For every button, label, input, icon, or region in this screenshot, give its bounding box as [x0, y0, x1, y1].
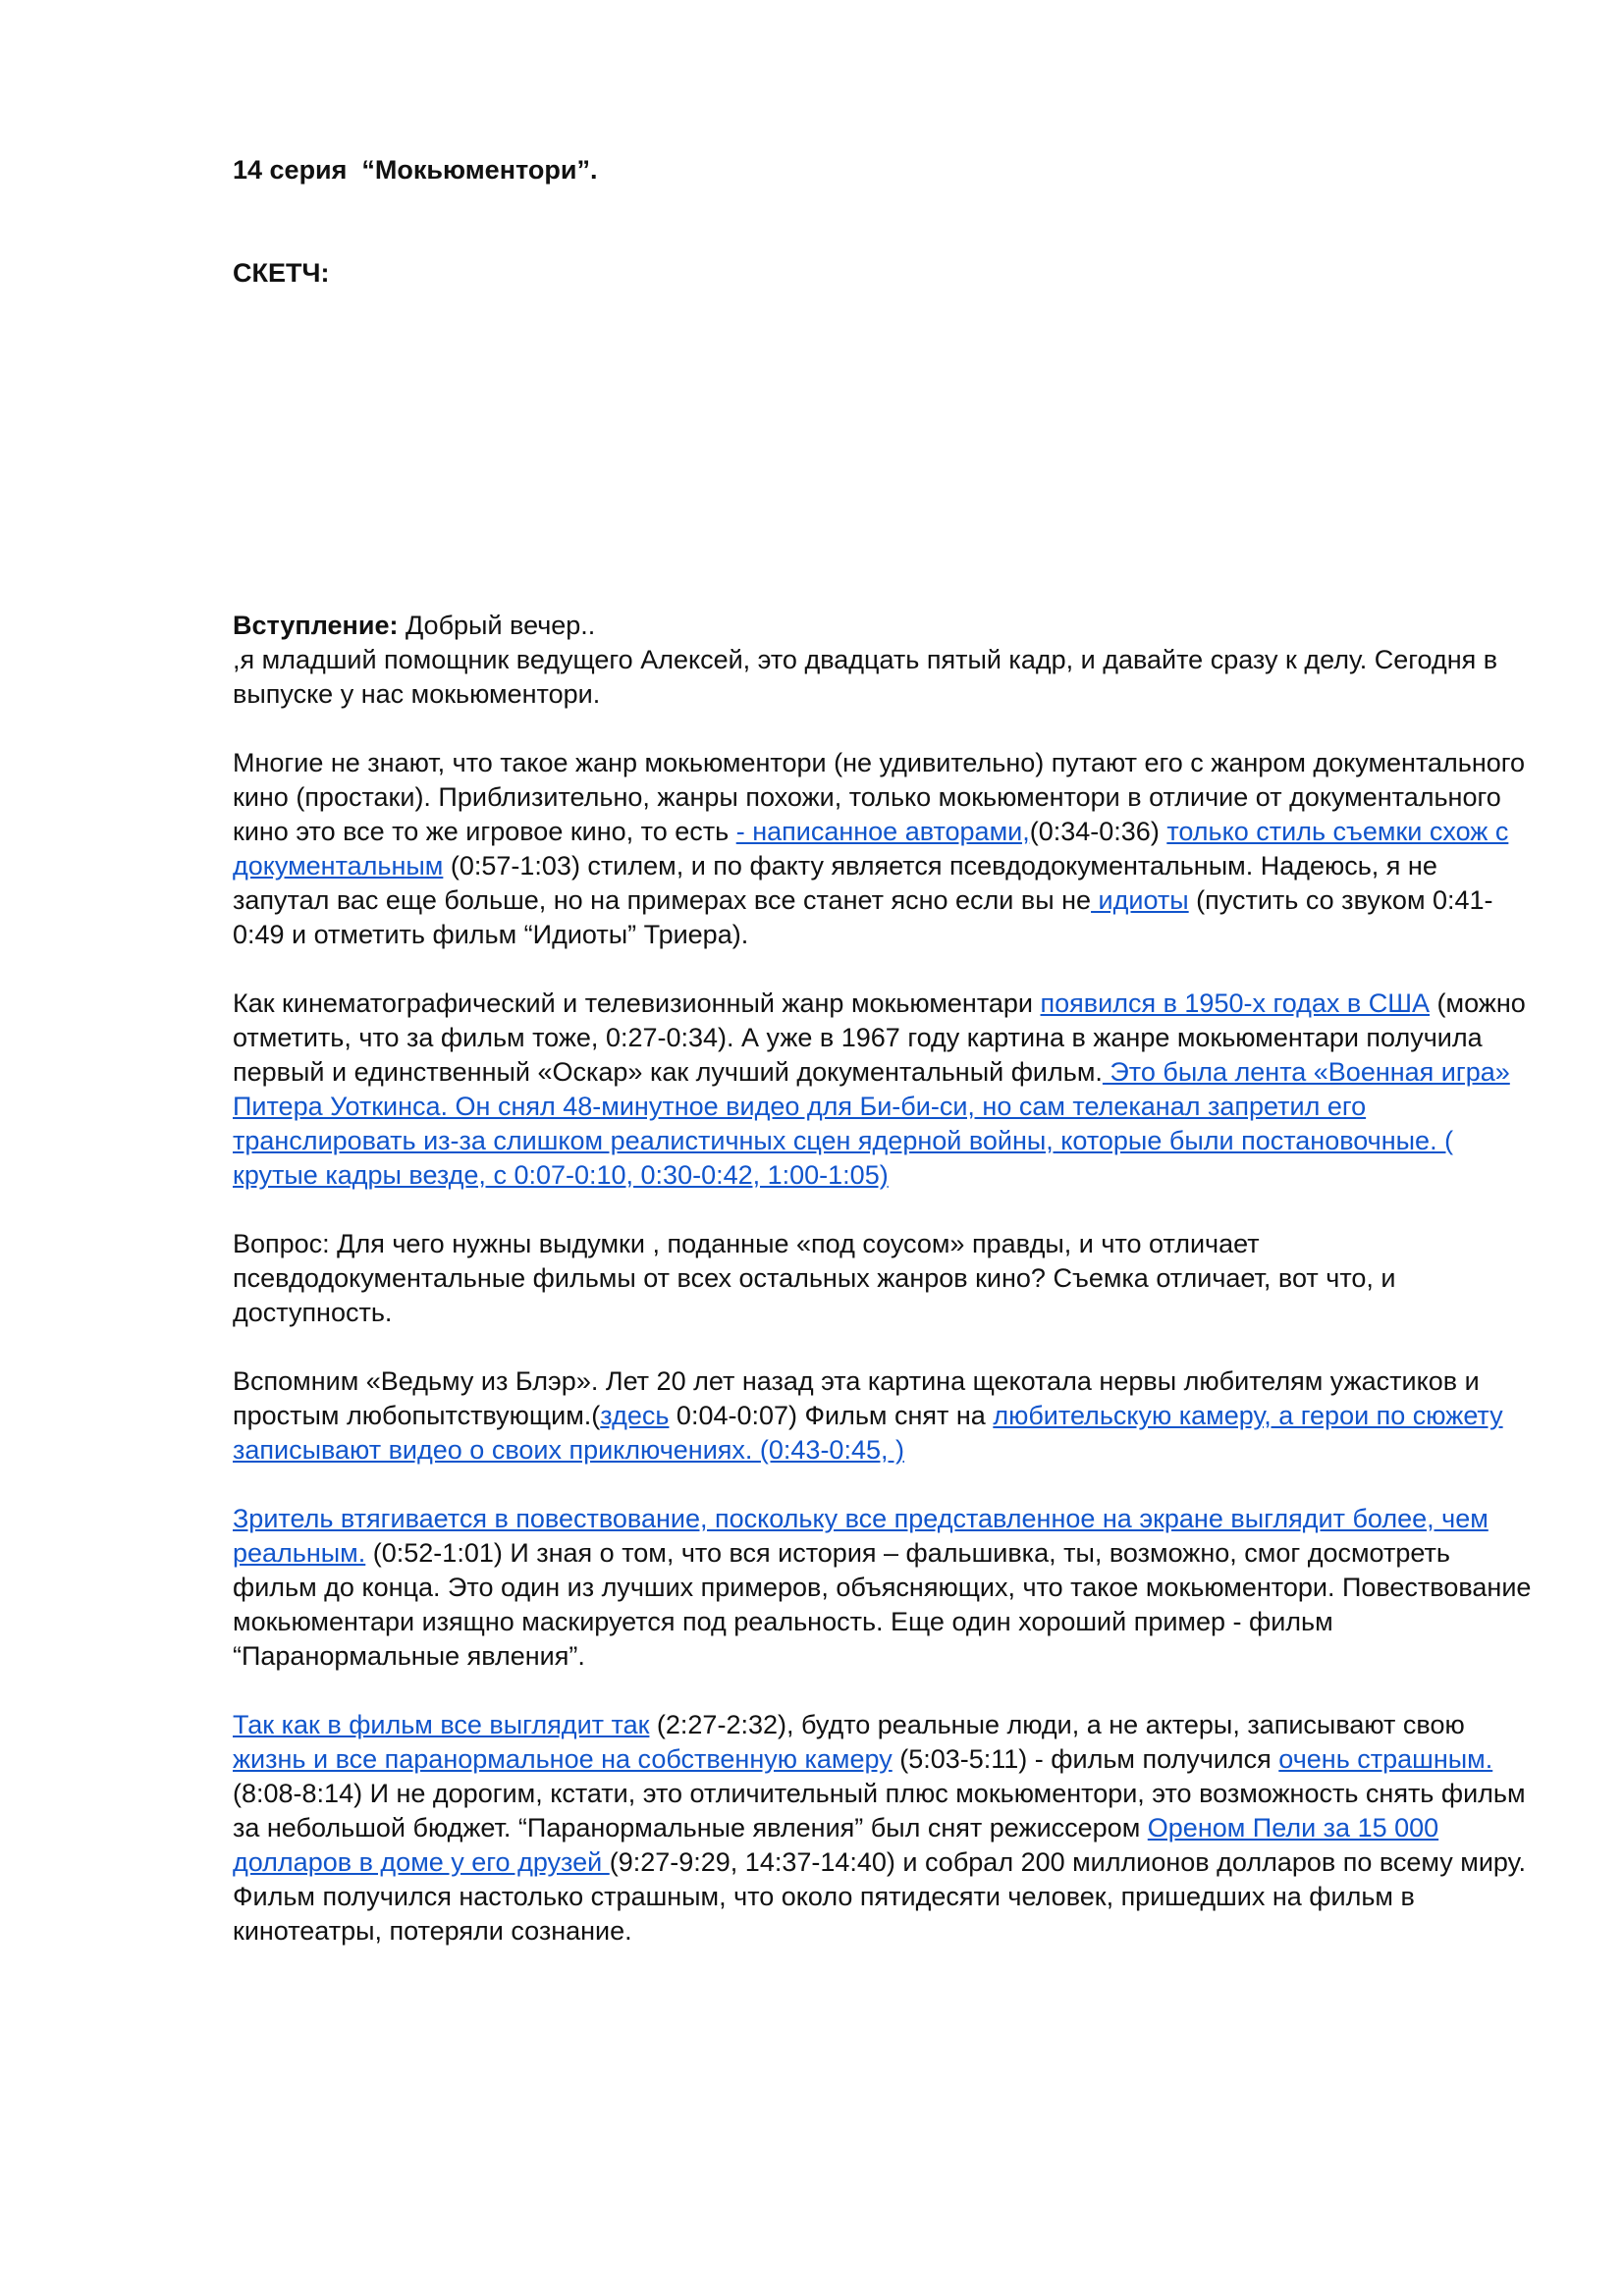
- paragraph-question: Вопрос: Для чего нужны выдумки , поданные «под соусом» правды, и что отличает псевдодокументальные фильмы от всех остальных жанров кино? Съемка отличает, вот что, и доступность.: [233, 1229, 1396, 1327]
- intro-greeting: Добрый вечер..: [398, 611, 596, 640]
- link-oren-peli[interactable]: Ореном Пели за 15 000 долларов в доме у его друзей: [233, 1813, 1439, 1877]
- link-written-by-authors[interactable]: - написанное авторами,: [735, 817, 1030, 846]
- paragraph-history: [233, 987, 1539, 1193]
- link-viewer-immersion[interactable]: Зритель втягивается в повествование, поскольку все представленное на экране выглядит более, чем реальным.: [233, 1504, 1489, 1568]
- episode-title: 14 серия “Мокьюментори”.: [233, 155, 598, 185]
- link-very-scary[interactable]: очень страшным.: [1278, 1744, 1493, 1774]
- link-documentary-style[interactable]: только стиль съемки схож с документальным: [233, 817, 1509, 881]
- intro-text: ,я младший помощник ведущего Алексей, это двадцать пятый кадр, и давайте сразу к делу. Сегодня в выпуске у нас мокьюментори.: [233, 645, 1498, 709]
- text-run: (2:27-2:32), будто реальные люди, а не актеры, записывают свою: [649, 1710, 1465, 1739]
- text-run: (можно отметить, что за фильм тоже, 0:27-0:34). А уже в 1967 году картина в жанре мокьюментари получила первый и единственный «Оскар» как лучший документальный фильм.: [233, 988, 1526, 1087]
- text-run: (5:03-5:11) - фильм получился: [892, 1744, 1279, 1774]
- paragraph-paranormal-activity: [233, 1708, 1539, 1949]
- link-1950s-usa[interactable]: появился в 1950-х годах в США: [1040, 988, 1431, 1018]
- link-looks-real[interactable]: Так как в фильм все выглядит так: [233, 1710, 650, 1739]
- intro-paragraph: [233, 609, 1539, 712]
- text-run: (9:27-9:29, 14:37-14:40) и собрал 200 миллионов долларов по всему миру. Фильм получился настолько страшным, что около пятидесяти человек, пришедших на фильм в кинотеатры, потеряли сознание.: [233, 1847, 1526, 1946]
- link-amateur-camera[interactable]: любительскую камеру, а герои по сюжету записывают видео о своих приключениях. (0:43-0:45, ): [233, 1401, 1503, 1465]
- text-run: (0:34-0:36): [1029, 817, 1167, 846]
- sketch-heading: СКЕТЧ:: [233, 258, 330, 288]
- paragraph-blair-witch: [233, 1364, 1539, 1468]
- text-run: (8:08-8:14) И не дорогим, кстати, это отличительный плюс мокьюментори, это возможность снять фильм за небольшой бюджет. “Паранормальные явления” был снят режиссером: [233, 1779, 1526, 1842]
- paragraph-viewer-immersion: [233, 1502, 1539, 1674]
- link-war-game[interactable]: Это была лента «Военная игра» Питера Уоткинса. Он снял 48-минутное видео для Би-би-си, но сам телеканал запретил его транслировать из-за слишком реалистичных сцен ядерной войны, которые были постановочные. ( крутые кадры везде, с 0:07-0:10, 0:30-0:42, 1:00-1:05): [233, 1057, 1510, 1190]
- text-run: (0:52-1:01) И зная о том, что вся история – фальшивка, ты, возможно, смог досмотреть фильм до конца. Это один из лучших примеров, объясняющих, что такое мокьюментори. Повествование мокьюментари изящно маскируется под реальность. Еще один хороший пример - фильм “Паранормальные явления”.: [233, 1538, 1532, 1671]
- intro-label: Вступление:: [233, 611, 399, 640]
- link-own-camera[interactable]: жизнь и все паранормальное на собственную камеру: [233, 1744, 893, 1774]
- text-run: 0:04-0:07) Фильм снят на: [669, 1401, 994, 1430]
- text-run: Вспомним «Ведьму из Блэр». Лет 20 лет назад эта картина щекотала нервы любителям ужастиков и простым любопытствующим.(: [233, 1366, 1480, 1430]
- paragraph-genre-definition: [233, 746, 1539, 952]
- text-run: Как кинематографический и телевизионный жанр мокьюментари: [233, 988, 1041, 1018]
- document-body: [233, 153, 1539, 1983]
- text-run: (пустить со звуком 0:41-0:49 и отметить фильм “Идиоты” Триера).: [233, 885, 1493, 949]
- text-run: Многие не знают, что такое жанр мокьюментори (не удивительно) путают его с жанром документального кино (простаки). Приблизительно, жанры похожи, только мокьюментори в отличие от документального кино это все то же игровое кино, то есть: [233, 748, 1526, 846]
- link-idiots[interactable]: идиоты: [1091, 885, 1189, 915]
- link-here[interactable]: здесь: [600, 1401, 670, 1430]
- text-run: (0:57-1:03) стилем, и по факту является псевдодокументальным. Надеюсь, я не запутал вас еще больше, но на примерах все станет ясно если вы не: [233, 851, 1437, 915]
- blank-space: [233, 291, 1539, 609]
